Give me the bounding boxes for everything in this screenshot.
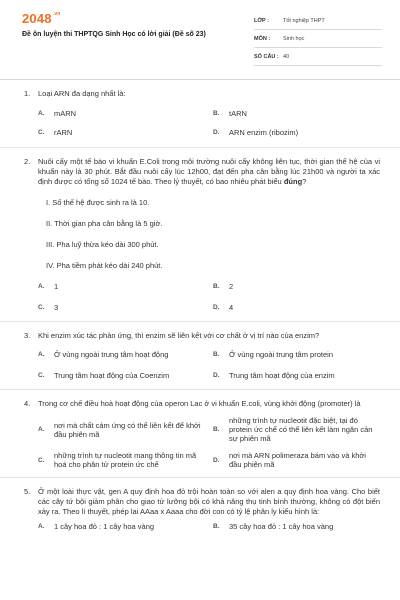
logo-suffix: .vn <box>52 11 61 17</box>
meta-key: SỐ CÂU : <box>254 53 279 60</box>
meta-value: 40 <box>283 53 290 60</box>
meta-key: LỚP : <box>254 17 269 24</box>
option-letter: A. <box>38 523 45 530</box>
option-d[interactable] <box>213 451 380 469</box>
option-c[interactable] <box>38 371 205 380</box>
option-b[interactable] <box>213 416 380 443</box>
option-letter: C. <box>38 304 45 311</box>
question-list <box>0 89 400 531</box>
question-divider <box>0 389 400 390</box>
option-a[interactable] <box>38 522 205 531</box>
option-b[interactable] <box>213 282 380 291</box>
header-divider <box>0 79 400 80</box>
option-letter: C. <box>38 129 45 136</box>
meta-value: Tốt nghiệp THPT <box>283 17 325 24</box>
question-3 <box>0 331 400 380</box>
option-a[interactable] <box>38 109 205 118</box>
option-a[interactable] <box>38 416 205 443</box>
option-d[interactable] <box>213 128 380 137</box>
question-number: 1. <box>24 89 31 98</box>
option-letter: C. <box>38 456 45 464</box>
question-text: Trong cơ chế điều hoà hoạt động của operon Lac ở vi khuẩn E.coli, vùng khởi động (promoter) là <box>38 399 361 408</box>
question-text: Ở một loài thực vật, gen A quy định hoa đỏ trội hoàn toàn so với alen a quy định hoa vàng. Cho biết các cây tứ bội giảm phân cho giao tử lưỡng bội có khả năng thụ tinh bình thường, không có đột biến xảy ra. Theo lí thuyết, phép lai AAaa x Aaaa cho đời con có tỷ lệ phân ly kiểu hình là: <box>38 487 380 516</box>
option-text: Trung tâm hoạt động của enzim <box>229 371 335 380</box>
logo-text: 2048 <box>22 11 52 26</box>
question-5 <box>0 487 400 531</box>
option-text: 3 <box>54 303 59 312</box>
option-letter: D. <box>213 372 220 379</box>
option-d[interactable] <box>213 303 380 312</box>
option-letter: D. <box>213 456 220 464</box>
option-letter: A. <box>38 351 45 358</box>
option-letter: B. <box>213 351 220 358</box>
option-b[interactable] <box>213 350 380 359</box>
option-a[interactable] <box>38 282 205 291</box>
meta-value: Sinh học <box>283 35 305 42</box>
option-letter: A. <box>38 283 45 290</box>
option-c[interactable] <box>38 451 205 469</box>
question-text <box>38 157 380 187</box>
option-letter: D. <box>213 129 220 136</box>
meta-row-subject <box>254 30 382 48</box>
option-grid <box>38 416 380 469</box>
option-text: rARN <box>54 128 73 137</box>
question-number: 2. <box>24 157 31 166</box>
question-text: Khi enzim xúc tác phản ứng, thì enzim sẽ liên kết với cơ chất ở vị trí nào của enzim? <box>38 331 320 340</box>
question-number: 3. <box>24 331 31 340</box>
option-d[interactable] <box>213 371 380 380</box>
meta-row-class <box>254 12 382 30</box>
question-text-main: Nuôi cấy một tế bào vi khuẩn E.Coli trong môi trường nuôi cấy không liên tục, thời gian thế hệ của vi khuẩn này là 30 phút. Bắt đầu nuôi cấy lúc 12h00, đạt đến pha cân bằng lúc 21h00 và người ta xác định được có tổng số 1024 tế bào. Theo lý thuyết, có bao nhiêu phát biểu <box>38 157 380 186</box>
option-c[interactable] <box>38 303 205 312</box>
option-c[interactable] <box>38 128 205 137</box>
meta-row-count <box>254 48 382 66</box>
option-text: Ở vùng ngoài trung tâm protein <box>229 350 333 359</box>
option-b[interactable] <box>213 522 380 531</box>
document-title: Đề ôn luyện thi THPTQG Sinh Học có lời giải (Đề số 23) <box>22 31 206 38</box>
option-letter: B. <box>213 110 220 117</box>
option-b[interactable] <box>213 109 380 118</box>
option-letter: A. <box>38 426 45 433</box>
option-grid <box>38 522 380 531</box>
option-text: 35 cây hoa đỏ : 1 cây hoa vàng <box>229 522 334 531</box>
option-letter: C. <box>38 372 45 379</box>
statement-4: IV. Pha tiềm phát kéo dài 240 phút. <box>46 261 163 270</box>
question-4 <box>0 399 400 469</box>
statement-1: I. Số thế hệ được sinh ra là 10. <box>46 198 150 207</box>
question-number: 5. <box>24 487 31 496</box>
option-text: tARN <box>229 109 247 118</box>
option-text: Trung tâm hoạt động của Coenzim <box>54 371 170 380</box>
document-header <box>0 0 400 78</box>
statement-3: III. Pha luỹ thừa kéo dài 300 phút. <box>46 240 159 249</box>
question-divider <box>0 147 400 148</box>
option-letter: B. <box>213 283 220 290</box>
option-text: Ở vùng ngoài trung tâm hoạt động <box>54 350 169 359</box>
option-grid <box>38 282 380 312</box>
option-text: những trình tự nucleotit mang thông tin mã hoá cho phân tử protein ức chế <box>54 451 197 469</box>
question-divider <box>0 477 400 478</box>
question-text: Loại ARN đa dạng nhất là: <box>38 89 126 98</box>
question-number: 4. <box>24 399 31 408</box>
option-a[interactable] <box>38 350 205 359</box>
option-text: những trình tự nucleotit đặc biệt, tại đó protein ức chế có thể liên kết làm ngăn cản sự phiên mã <box>229 416 373 443</box>
site-logo[interactable] <box>22 11 61 26</box>
option-text: nơi mà chất cảm ứng có thể liên kết để khởi đầu phiên mã <box>54 420 201 439</box>
option-letter: A. <box>38 110 45 117</box>
question-divider <box>0 321 400 322</box>
question-text-emphasis: đúng <box>283 177 303 186</box>
option-text: 4 <box>229 303 234 312</box>
option-text: mARN <box>54 109 77 118</box>
option-letter: B. <box>213 426 220 433</box>
meta-key: MÔN : <box>254 35 271 42</box>
option-text: 1 <box>54 282 59 291</box>
option-text: ARN enzim (ribozim) <box>229 128 299 137</box>
question-text-end: ? <box>302 177 307 186</box>
option-text: nơi mà ARN polimeraza bám vào và khởi đầu phiên mã <box>229 451 366 469</box>
option-text: 2 <box>229 282 234 291</box>
statement-2: II. Thời gian pha cân bằng là 5 giờ. <box>46 219 163 228</box>
option-letter: D. <box>213 304 220 311</box>
document-meta <box>254 12 382 66</box>
option-text: 1 cây hoa đỏ : 1 cây hoa vàng <box>54 522 155 531</box>
option-letter: B. <box>213 523 220 530</box>
option-grid <box>38 350 380 380</box>
question-1 <box>0 89 400 137</box>
question-2 <box>0 157 400 312</box>
option-grid <box>38 109 380 137</box>
